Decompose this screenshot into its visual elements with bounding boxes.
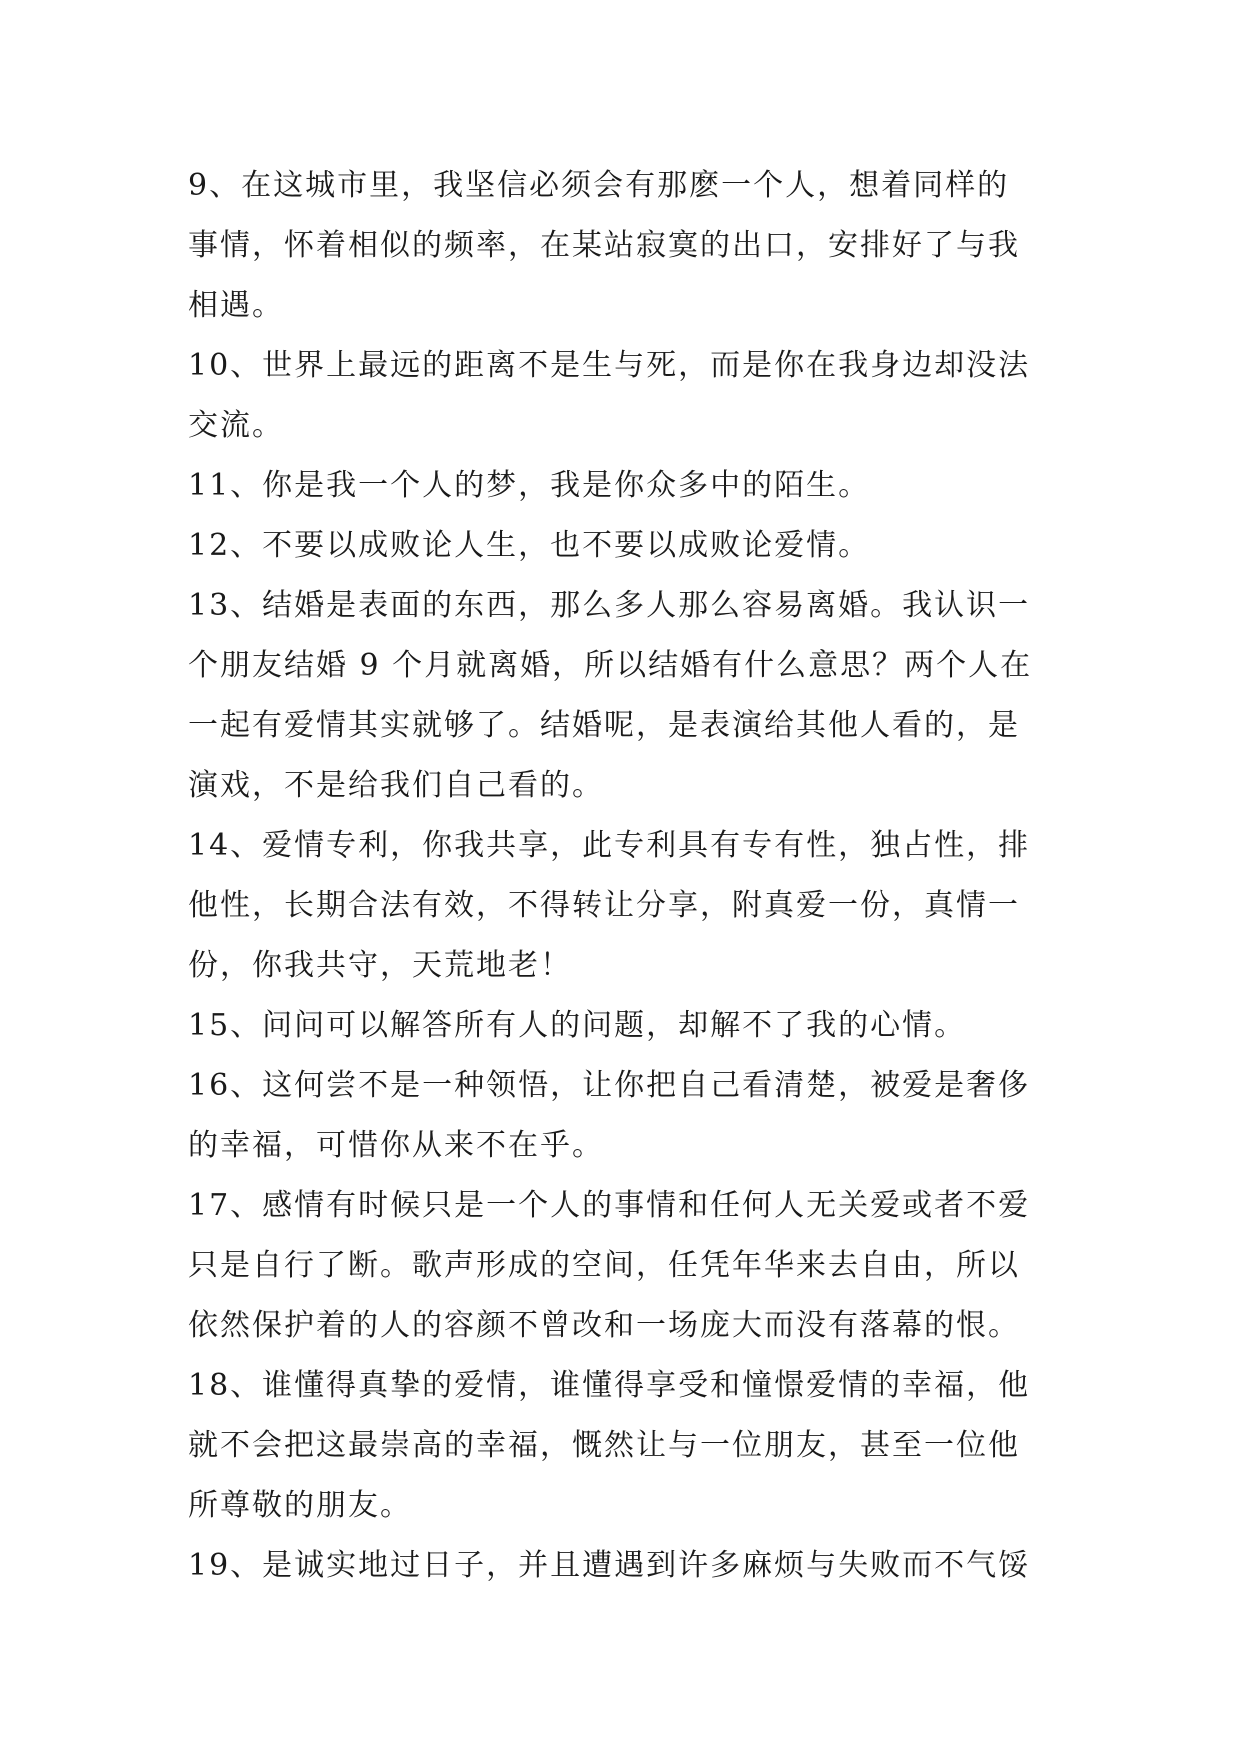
text-line: 14、爱情专利，你我共享，此专利具有专有性，独占性，排 xyxy=(188,828,1031,863)
text-line: 12、不要以成败论人生，也不要以成败论爱情。 xyxy=(188,528,871,563)
text-line: 就不会把这最崇高的幸福，慨然让与一位朋友，甚至一位他 xyxy=(188,1428,1020,1463)
text-line: 交流。 xyxy=(188,408,284,443)
document-body xyxy=(188,156,1068,1596)
text-line: 9、在这城市里，我坚信必须会有那麽一个人，想着同样的 xyxy=(188,168,1010,203)
text-line: 他性，长期合法有效，不得转让分享，附真爱一份，真情一 xyxy=(188,888,1020,923)
text-line: 个朋友结婚 9 个月就离婚，所以结婚有什么意思？两个人在 xyxy=(188,648,1033,683)
text-line: 所尊敬的朋友。 xyxy=(188,1488,412,1523)
text-line: 16、这何尝不是一种领悟，让你把自己看清楚，被爱是奢侈 xyxy=(188,1068,1031,1103)
text-line: 17、感情有时候只是一个人的事情和任何人无关爱或者不爱 xyxy=(188,1188,1031,1223)
text-line: 15、问问可以解答所有人的问题，却解不了我的心情。 xyxy=(188,1008,967,1043)
text-line: 11、你是我一个人的梦，我是你众多中的陌生。 xyxy=(188,468,871,503)
text-line: 依然保护着的人的容颜不曾改和一场庞大而没有落幕的恨。 xyxy=(188,1308,1020,1343)
text-line: 一起有爱情其实就够了。结婚呢，是表演给其他人看的，是 xyxy=(188,708,1020,743)
text-line: 演戏，不是给我们自己看的。 xyxy=(188,768,604,803)
text-line: 事情，怀着相似的频率，在某站寂寞的出口，安排好了与我 xyxy=(188,228,1020,263)
text-line: 10、世界上最远的距离不是生与死，而是你在我身边却没法 xyxy=(188,348,1031,383)
text-line: 19、是诚实地过日子，并且遭遇到许多麻烦与失败而不气馁 xyxy=(188,1548,1031,1583)
text-line: 13、结婚是表面的东西，那么多人那么容易离婚。我认识一 xyxy=(188,588,1031,623)
text-line: 18、谁懂得真挚的爱情，谁懂得享受和憧憬爱情的幸福，他 xyxy=(188,1368,1031,1403)
text-line: 只是自行了断。歌声形成的空间，任凭年华来去自由，所以 xyxy=(188,1248,1020,1283)
text-line: 的幸福，可惜你从来不在乎。 xyxy=(188,1128,604,1163)
text-line: 份，你我共守，天荒地老！ xyxy=(188,948,572,983)
text-line: 相遇。 xyxy=(188,288,284,323)
